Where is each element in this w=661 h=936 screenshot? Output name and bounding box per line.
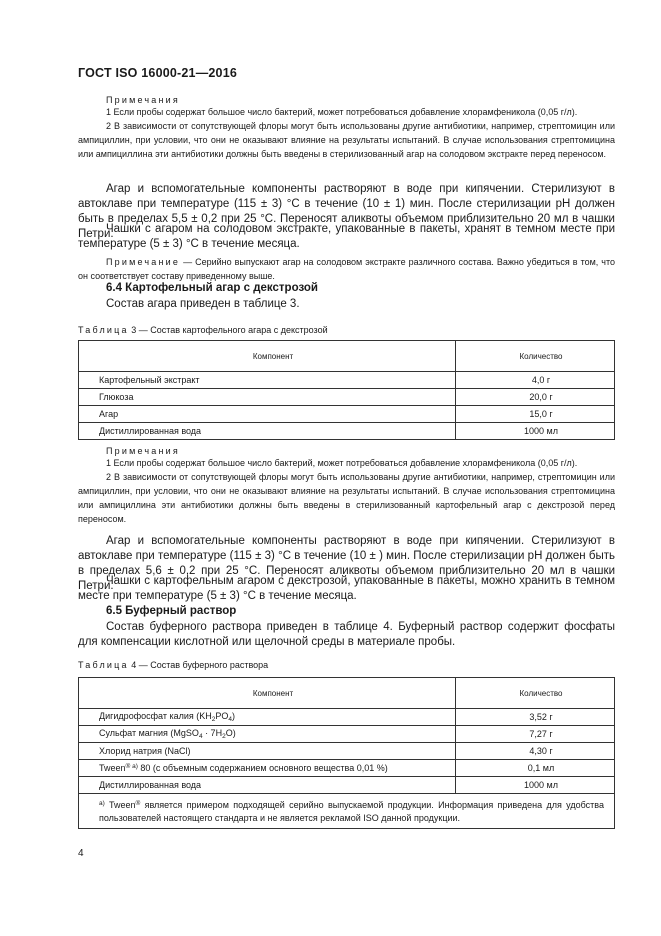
cell-component: Дистиллированная вода: [79, 423, 456, 440]
table-row: [79, 709, 615, 726]
single-note: [78, 255, 615, 283]
cell-component: Картофельный экстракт: [79, 372, 456, 389]
formula-part: · 7H: [202, 728, 223, 738]
cell-quantity: 3,52 г: [456, 709, 615, 726]
table-4-caption: [78, 660, 615, 670]
paragraph-storage-2: Чашки с картофельным агаром с декстрозой, упакованные в пакеты, можно хранить в темном месте при температуре (5 ± 3) °С в течение месяца.: [78, 575, 615, 602]
formula-part: Дигидрофосфат калия (KH: [99, 711, 212, 721]
paragraph-4-block: [78, 574, 615, 604]
table-3-caption: [78, 325, 615, 335]
note-1: 1 Если пробы содержат большое число бактерий, может потребоваться добавление хлорамфеникола (0,05 г/л).: [106, 458, 578, 468]
notes-title: Примечания: [106, 95, 180, 105]
section-6-4: [78, 282, 615, 312]
cell-quantity: 15,0 г: [456, 406, 615, 423]
section-6-5-heading: 6.5 Буферный раствор: [106, 605, 237, 617]
registered-mark: ®: [135, 800, 141, 807]
cell-quantity: 20,0 г: [456, 389, 615, 406]
footnote-marker: a): [99, 800, 105, 807]
cell-quantity: 4,0 г: [456, 372, 615, 389]
note-2: 2 В зависимости от сопутствующей флоры могут быть использованы другие антибиотики, например, стрептомицин или ампициллин, при условии, что они не оказывают влияние на результаты испытаний. В случае использования стрептомицина или ампициллина эти антибиотики должны быть введены в стерилизованный агар на солодовом экстракте перед переносом.: [78, 121, 615, 159]
cell-quantity: 1000 мл: [456, 423, 615, 440]
notes-block-1: [78, 95, 615, 161]
cell-component: Дистиллированная вода: [79, 777, 456, 794]
notes-block-2: [78, 446, 615, 526]
table-footnote-row: [79, 794, 615, 829]
cell-component: [79, 709, 456, 726]
table-4-caption-text: 4 — Состав буферного раствора: [128, 660, 269, 670]
page-number: 4: [78, 848, 84, 859]
table-row: [79, 777, 615, 794]
formula-subscript: 2: [211, 716, 216, 723]
single-note-block: [78, 255, 615, 283]
table-row: [79, 406, 615, 423]
single-note-label: Примечание: [106, 257, 181, 267]
section-6-5: [78, 605, 615, 650]
formula-subscript: 2: [222, 733, 226, 740]
column-header-component: Компонент: [79, 678, 456, 709]
table-footnote: [79, 794, 615, 829]
cell-quantity: 0,1 мл: [456, 760, 615, 777]
table-3-caption-text: 3 — Состав картофельного агара с декстрозой: [128, 325, 328, 335]
section-6-5-intro: Состав буферного раствора приведен в таблице 4. Буферный раствор содержит фосфаты для компенсации кислотной или щелочной среды в материале пробы.: [78, 621, 615, 648]
table-3-wrapper: [78, 340, 615, 440]
table-row: [79, 726, 615, 743]
formula-part: Сульфат магния (MgSO: [99, 728, 199, 738]
product-name: Tween: [99, 763, 126, 773]
column-header-quantity: Количество: [456, 341, 615, 372]
table-row: [79, 389, 615, 406]
table-3-caption-label: Таблица: [78, 325, 129, 335]
table-header-row: [79, 678, 615, 709]
table-4: [78, 677, 615, 829]
table-4-wrapper: [78, 677, 615, 829]
cell-component: Агар: [79, 406, 456, 423]
section-6-4-intro: Состав агара приведен в таблице 3.: [106, 298, 300, 310]
section-6-4-heading: 6.4 Картофельный агар с декстрозой: [106, 282, 318, 294]
product-description: 80 (с объемным содержанием основного вещества 0,01 %): [137, 763, 388, 773]
footnote-marker: ® a): [125, 763, 138, 770]
note-2: 2 В зависимости от сопутствующей флоры могут быть использованы другие антибиотики, например, стрептомицин или ампициллин, при условии, что они не оказывают влияние на результаты испытаний. В случае использования стрептомицина или ампициллина эти антибиотики должны быть введены в стерилизованный картофельный агар с декстрозой перед переносом.: [78, 472, 615, 524]
table-header-row: [79, 341, 615, 372]
formula-part: PO: [215, 711, 229, 721]
note-1: 1 Если пробы содержат большое число бактерий, может потребоваться добавление хлорамфеникола (0,05 г/л).: [106, 107, 578, 117]
paragraph-storage-1: Чашки с агаром на солодовом экстракте, упакованные в пакеты, хранят в темном месте при температуре (5 ± 3) °С в течение месяца.: [78, 223, 615, 250]
cell-quantity: 7,27 г: [456, 726, 615, 743]
formula-part: ): [232, 711, 235, 721]
notes-title: Примечания: [106, 446, 180, 456]
table-row: [79, 372, 615, 389]
paragraph-sterilization-1: Агар и вспомогательные компоненты растворяют в воде при кипячении. Стерилизуют в автоклаве при температуре (115 ± 3) °С в течение (10 ± 1) мин. После стерилизации pH должен быть в пределах 5,5 ± 0,2 при 25 °С. Переносят аликвоты объемом приблизительно 20 мл в чашки Петри.: [78, 183, 615, 240]
single-note-text: — Серийно выпускают агар на солодовом экстракте различного состава. Важно убедиться в том, что он соответствует составу приведенному выше.: [78, 257, 615, 281]
paragraph-2-block: [78, 222, 615, 252]
cell-component: Хлорид натрия (NaCl): [79, 743, 456, 760]
footnote-part: Tween: [104, 800, 136, 810]
table-row: [79, 743, 615, 760]
cell-component: [79, 760, 456, 777]
column-header-quantity: Количество: [456, 678, 615, 709]
document-header: ГОСТ ISO 16000-21—2016: [78, 66, 238, 80]
column-header-component: Компонент: [79, 341, 456, 372]
paragraph-sterilization-2: Агар и вспомогательные компоненты растворяют в воде при кипячении. Стерилизуют в автоклаве при температуре (115 ± 3) °С в течение (10 ± ) мин. После стерилизации pH должен быть в пределах 5,6 ± 0,2 при 25 °С. Переносят аликвоты объемом приблизительно 20 мл в чашки Петри.: [78, 535, 615, 592]
formula-subscript: 4: [198, 733, 203, 740]
formula-part: O): [225, 728, 236, 738]
table-row: [79, 760, 615, 777]
table-4-caption-label: Таблица: [78, 660, 129, 670]
formula-subscript: 4: [228, 716, 232, 723]
cell-quantity: 1000 мл: [456, 777, 615, 794]
cell-component: [79, 726, 456, 743]
cell-component: Глюкоза: [79, 389, 456, 406]
table-row: [79, 423, 615, 440]
cell-quantity: 4,30 г: [456, 743, 615, 760]
footnote-part: является примером подходящей серийно выпускаемой продукции. Информация приведена для удобства пользователей настоящего стандарта и не является рекламой ISO данной продукции.: [99, 800, 604, 823]
table-3: [78, 340, 615, 440]
